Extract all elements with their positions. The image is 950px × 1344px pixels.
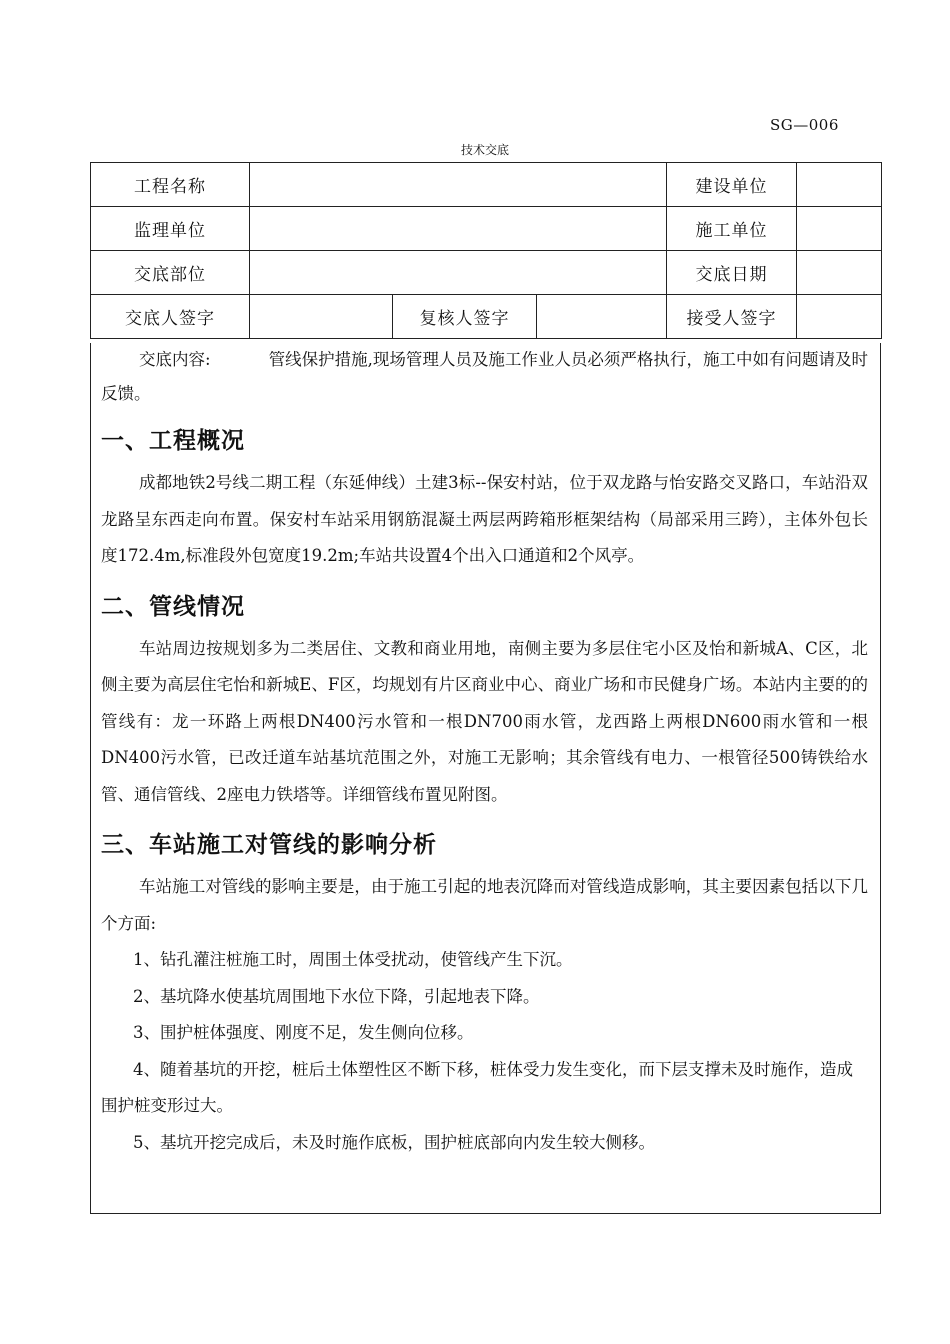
project-name-label: 工程名称 [91,163,250,207]
section-1-paragraph: 成都地铁2号线二期工程（东延伸线）土建3标--保安村站，位于双龙路与怡安路交叉路口，车站沿双龙路呈东西走向布置。保安村车站采用钢筋混凝土两层两跨箱形框架结构（局部采用三跨），主体外包长度172.4m,标准段外包宽度19.2m;车站共设置4个出入口通道和2个风亭。 [101,473,868,565]
project-name-value [250,163,667,207]
form-row-location [91,251,882,295]
list-item: 4、随着基坑的开挖，桩后土体塑性区不断下移，桩体受力发生变化，而下层支撑未及时施作，造成围护桩变形过大。 [101,1059,853,1115]
briefer-signature-value [250,295,393,339]
form-row-units [91,207,882,251]
list-item: 2、基坑降水使基坑周围地下水位下降，引起地表下降。 [133,986,540,1006]
date-value [797,251,882,295]
location-label: 交底部位 [91,251,250,295]
document-code: SG—006 [770,116,839,134]
construction-unit-value [797,163,882,207]
briefing-content [90,343,881,1214]
construction-unit-label: 建设单位 [667,163,797,207]
list-item: 5、基坑开挖完成后，未及时施作底板，围护桩底部向内发生较大侧移。 [133,1132,655,1152]
briefer-signature-label: 交底人签字 [91,295,250,339]
receiver-signature-value [797,295,882,339]
contractor-label: 施工单位 [667,207,797,251]
intro-text: 管线保护措施,现场管理人员及施工作业人员必须严格执行，施工中如有问题请及时反馈。 [101,350,868,403]
form-row-signatures [91,295,882,339]
section-2-paragraph: 车站周边按规划多为二类居住、文教和商业用地，南侧主要为多层住宅小区及怡和新城A、C区，北侧主要为高层住宅怡和新城E、F区，均规划有片区商业中心、商业广场和市民健身广场。本站内主要的的管线有：龙一环路上两根DN400污水管和一根DN700雨水管，龙西路上两根DN600雨水管和一根DN400污水管，已改迁道车站基坑范围之外，对施工无影响；其余管线有电力、一根管径500铸铁给水管、通信管线、2座电力铁塔等。详细管线布置见附图。 [101,638,868,804]
location-value [250,251,667,295]
list-item: 1、钻孔灌注桩施工时，周围土体受扰动，使管线产生下沉。 [133,950,573,969]
supervision-unit-value [250,207,667,251]
reviewer-signature-value [537,295,667,339]
intro-paragraph [101,343,868,411]
receiver-signature-label: 接受人签字 [667,295,797,339]
list-item: 3、围护桩体强度、刚度不足，发生侧向位移。 [133,1023,474,1042]
document-title: 技术交底 [460,143,509,157]
briefing-form-table [90,162,882,339]
date-label: 交底日期 [667,251,797,295]
intro-label: 交底内容: [139,350,211,369]
reviewer-signature-label: 复核人签字 [393,295,537,339]
supervision-unit-label: 监理单位 [91,207,250,251]
form-row-project [91,163,882,207]
section-2-heading: 二、管线情况 [101,593,245,620]
section-3-paragraph: 车站施工对管线的影响主要是，由于施工引起的地表沉降而对管线造成影响，其主要因素包括以下几个方面: [101,877,868,933]
section-1-heading: 一、工程概况 [101,428,245,454]
section-3-heading: 三、车站施工对管线的影响分析 [101,832,437,858]
contractor-value [797,207,882,251]
